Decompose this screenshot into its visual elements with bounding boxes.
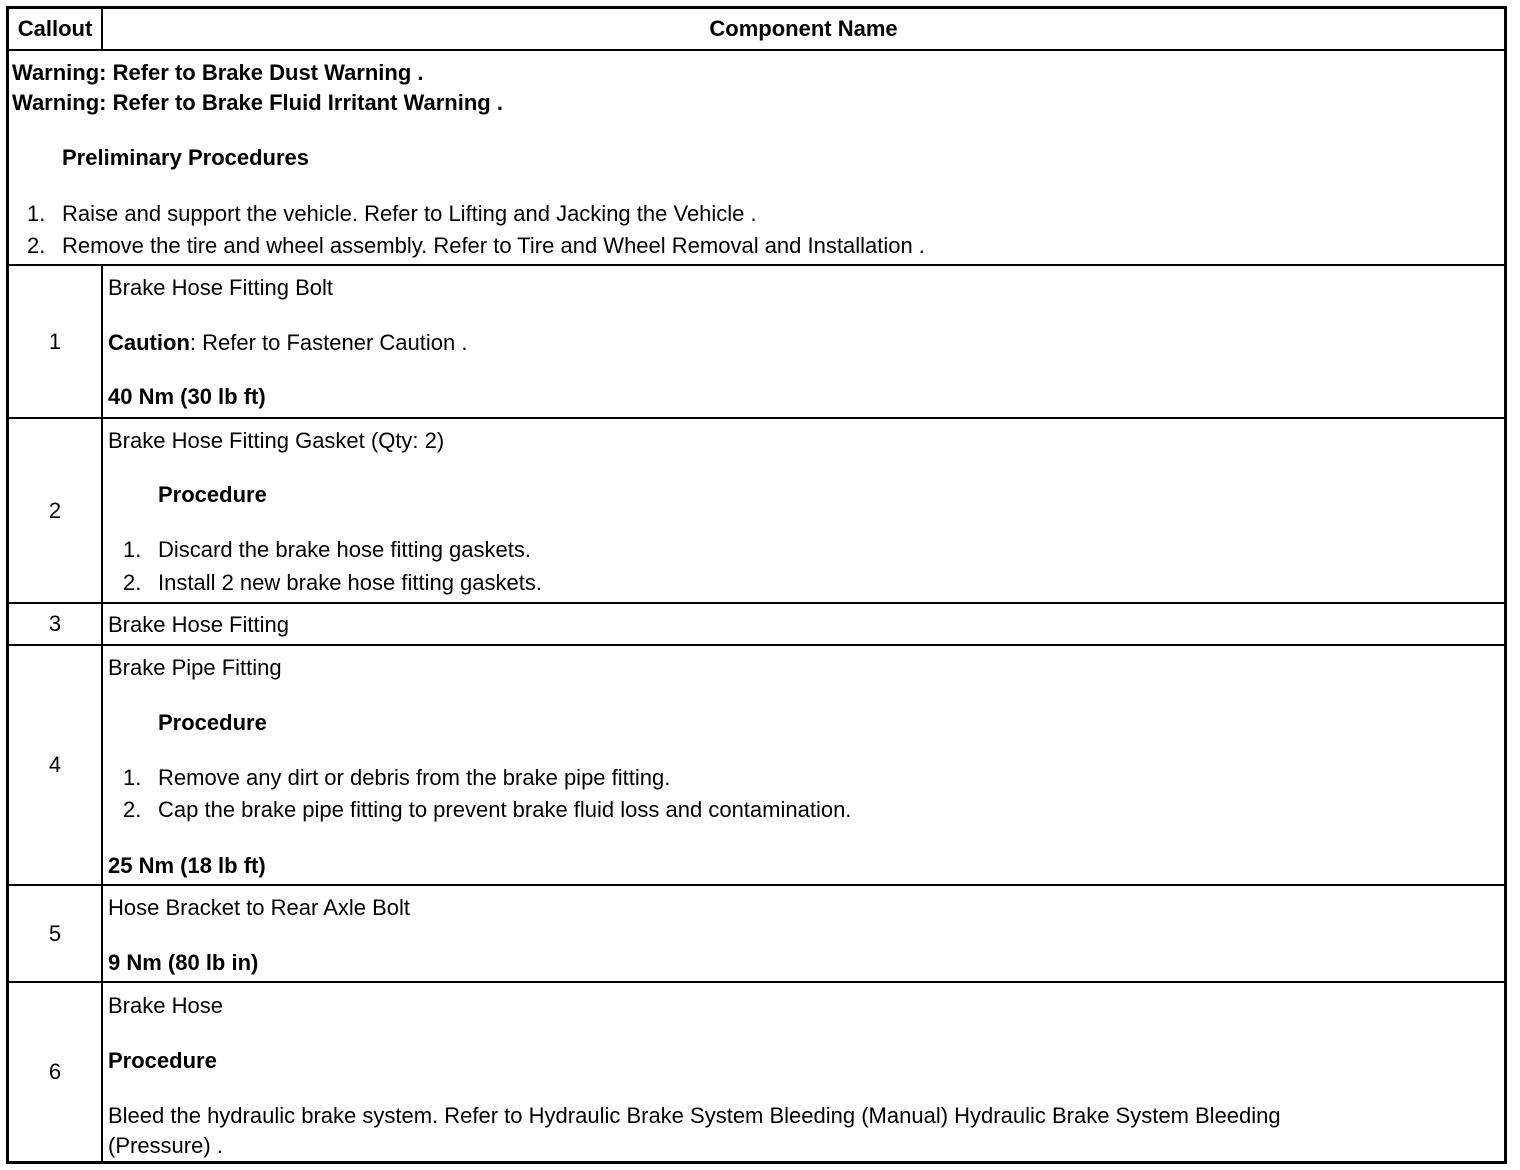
- callout-number: 5: [9, 886, 103, 981]
- component-table: [6, 6, 1507, 1164]
- intro-row: [9, 51, 1504, 266]
- table-row: [9, 983, 1504, 1161]
- intro-step-text: Remove the tire and wheel assembly. Refer to Tire and Wheel Removal and Installation .: [62, 233, 925, 258]
- step-text: Cap the brake pipe fitting to prevent brake fluid loss and contamination.: [158, 797, 852, 822]
- torque-spec: 9 Nm (80 lb in): [108, 950, 259, 975]
- table-row: [9, 604, 1504, 646]
- callout-number: 2: [9, 419, 103, 602]
- warning-brake-fluid: Warning: Refer to Brake Fluid Irritant Warning .: [12, 90, 503, 115]
- table-row: [9, 886, 1504, 983]
- header-callout: Callout: [9, 9, 103, 49]
- component-cell: [103, 604, 1504, 644]
- caution-line: [108, 330, 467, 356]
- component-name: Brake Pipe Fitting: [108, 655, 282, 680]
- torque-spec: 25 Nm (18 lb ft): [108, 853, 266, 878]
- step-number: 2.: [123, 797, 142, 822]
- component-cell: [103, 886, 1504, 981]
- component-name: Brake Hose Fitting Bolt: [108, 275, 333, 300]
- table-row: [9, 266, 1504, 419]
- procedure-heading: Procedure: [158, 710, 267, 735]
- callout-number: 1: [9, 266, 103, 417]
- component-name: Hose Bracket to Rear Axle Bolt: [108, 895, 411, 920]
- component-cell: [103, 419, 1504, 602]
- callout-number: 6: [9, 983, 103, 1161]
- procedure-text: Bleed the hydraulic brake system. Refer to Hydraulic Brake System Bleeding (Manual) Hydraulic Brake System Bleeding: [108, 1103, 1281, 1128]
- caution-label: Caution: [108, 330, 190, 355]
- preliminary-procedures-heading: Preliminary Procedures: [62, 145, 310, 170]
- component-cell: [103, 646, 1504, 884]
- callout-number: 3: [9, 604, 103, 644]
- step-text: Discard the brake hose fitting gaskets.: [158, 537, 531, 562]
- header-component-name: Component Name: [709, 16, 898, 41]
- table-row: [9, 646, 1504, 886]
- callout-number: 4: [9, 646, 103, 884]
- table-header-row: [9, 9, 1504, 51]
- step-text: Remove any dirt or debris from the brake pipe fitting.: [158, 765, 671, 790]
- torque-spec: 40 Nm (30 lb ft): [108, 384, 266, 409]
- intro-step-number: 2.: [27, 233, 46, 258]
- component-name: Brake Hose: [108, 993, 223, 1018]
- warning-brake-dust: Warning: Refer to Brake Dust Warning .: [12, 60, 424, 85]
- component-cell: [103, 983, 1504, 1161]
- caution-text: : Refer to Fastener Caution .: [189, 330, 468, 355]
- intro-step-number: 1.: [27, 201, 46, 226]
- step-text: Install 2 new brake hose fitting gaskets.: [158, 570, 542, 595]
- component-name: Brake Hose Fitting: [108, 612, 289, 637]
- component-name: Brake Hose Fitting Gasket (Qty: 2): [108, 428, 445, 453]
- procedure-text-continued: (Pressure) .: [108, 1133, 223, 1158]
- procedure-heading: Procedure: [158, 482, 267, 507]
- step-number: 2.: [123, 570, 142, 595]
- intro-step-text: Raise and support the vehicle. Refer to Lifting and Jacking the Vehicle .: [62, 201, 757, 226]
- component-cell: [103, 266, 1504, 417]
- procedure-heading: Procedure: [108, 1048, 217, 1073]
- step-number: 1.: [123, 765, 142, 790]
- step-number: 1.: [123, 537, 142, 562]
- table-row: [9, 419, 1504, 604]
